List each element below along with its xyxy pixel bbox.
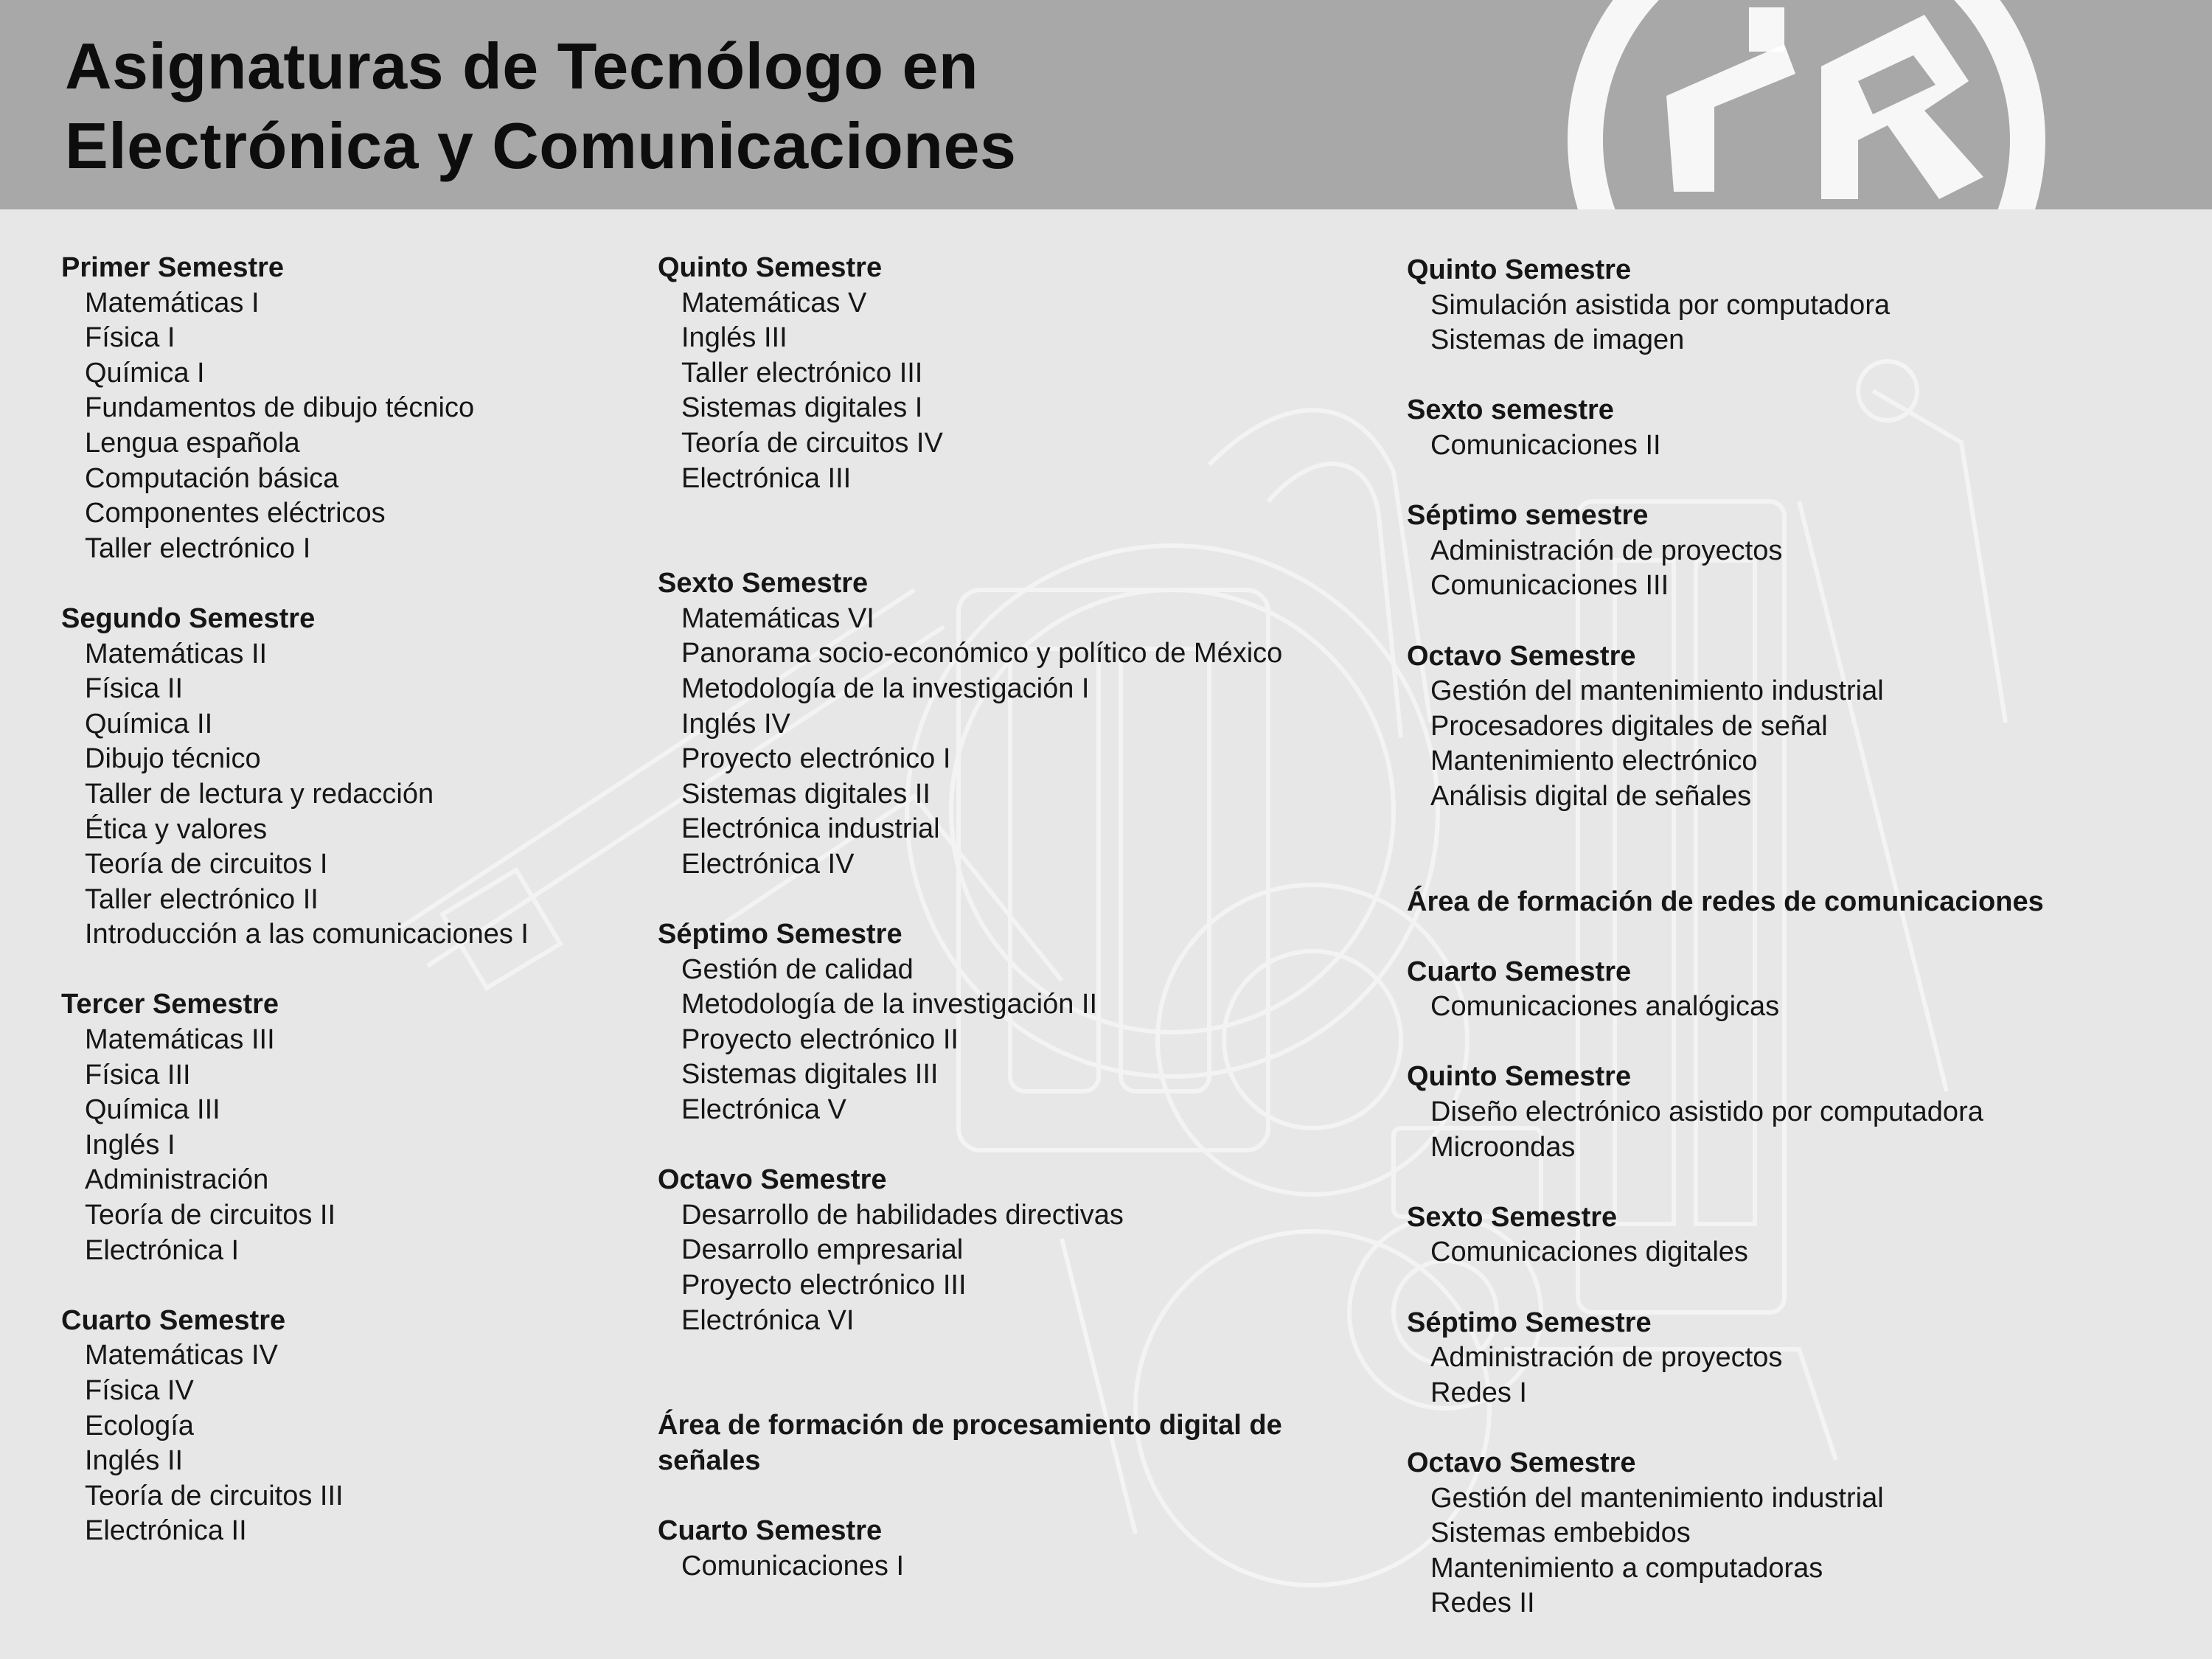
semester-section: [61, 251, 636, 566]
course-item: Lengua española: [85, 427, 300, 459]
course-item: Redes I: [1430, 1377, 1527, 1408]
semester-heading: Quinto Semestre: [1407, 1061, 1632, 1093]
page-header: [0, 0, 2212, 209]
course-item: Matemáticas V: [681, 287, 867, 319]
course-item: Comunicaciones digitales: [1430, 1237, 1748, 1268]
course-item: Física III: [85, 1059, 191, 1091]
semester-heading: Cuarto Semestre: [1407, 956, 1632, 987]
course-item: Ecología: [85, 1410, 194, 1441]
course-item: Administración: [85, 1164, 269, 1196]
course-item: Microondas: [1430, 1131, 1576, 1163]
semester-heading: Séptimo Semestre: [658, 919, 902, 950]
course-item: Sistemas embebidos: [1430, 1517, 1691, 1549]
course-item: Proyecto electrónico I: [681, 743, 951, 775]
area-heading-line-1: Área de formación de procesamiento digital de: [658, 1410, 1282, 1441]
course-item: Inglés IV: [681, 708, 790, 740]
course-item: Química III: [85, 1094, 220, 1126]
course-item: Metodología de la investigación II: [681, 989, 1098, 1020]
semester-heading: Quinto Semestre: [1407, 254, 1632, 285]
semester-section: [1407, 1306, 2188, 1411]
semester-section: [658, 1514, 1358, 1584]
course-item: Física II: [85, 673, 184, 705]
course-item: Sistemas digitales III: [681, 1059, 939, 1091]
title-line-2: Electrónica y Comunicaciones: [65, 109, 1017, 182]
course-item: Electrónica VI: [681, 1304, 855, 1336]
course-item: Diseño electrónico asistido por computadora: [1430, 1096, 1983, 1128]
title-line-1: Asignaturas de Tecnólogo en: [65, 29, 979, 102]
course-item: Mantenimiento electrónico: [1430, 745, 1758, 777]
course-item: Matemáticas IV: [85, 1340, 278, 1371]
course-item: Comunicaciones II: [1430, 429, 1661, 461]
course-item: Procesadores digitales de señal: [1430, 710, 1828, 742]
course-item: Proyecto electrónico II: [681, 1023, 959, 1055]
semester-section: [61, 602, 636, 953]
course-item: Electrónica industrial: [681, 813, 940, 845]
course-item: Proyecto electrónico III: [681, 1270, 967, 1301]
course-item: Matemáticas III: [85, 1024, 275, 1056]
course-item: Sistemas digitales I: [681, 392, 923, 424]
semester-section: [1407, 498, 2188, 604]
semester-section: [1407, 1446, 2188, 1621]
course-item: Simulación asistida por computadora: [1430, 289, 1891, 321]
course-item: Inglés I: [85, 1129, 175, 1161]
course-item: Mantenimiento a computadoras: [1430, 1552, 1823, 1584]
semester-heading: Primer Semestre: [61, 252, 285, 283]
semester-heading: Segundo Semestre: [61, 602, 316, 634]
semester-section: [658, 917, 1358, 1128]
course-item: Sistemas digitales II: [681, 778, 931, 810]
course-item: Teoría de circuitos III: [85, 1480, 344, 1512]
area-heading-line-2: señales: [658, 1444, 761, 1476]
institution-logo-icon: [1541, 0, 2057, 209]
semester-section: [1407, 1200, 2188, 1270]
course-item: Química II: [85, 708, 213, 740]
semester-section: [1407, 393, 2188, 463]
course-item: Taller electrónico I: [85, 532, 311, 564]
column-3: [1407, 253, 2188, 1657]
course-item: Teoría de circuitos II: [85, 1200, 336, 1231]
course-item: Introducción a las comunicaciones I: [85, 919, 529, 950]
course-item: Teoría de circuitos I: [85, 849, 328, 880]
semester-section: [1407, 955, 2188, 1025]
column-2: [658, 251, 1358, 1619]
semester-section: [61, 987, 636, 1268]
course-item: Administración de proyectos: [1430, 535, 1783, 566]
course-item: Gestión de calidad: [681, 953, 914, 985]
semester-heading: Sexto Semestre: [1407, 1201, 1618, 1233]
course-item: Taller de lectura y redacción: [85, 778, 434, 810]
course-item: Sistemas de imagen: [1430, 324, 1685, 356]
course-item: Electrónica IV: [681, 848, 855, 880]
semester-section: [1407, 1060, 2188, 1165]
semester-heading: Cuarto Semestre: [658, 1515, 883, 1546]
course-item: Redes II: [1430, 1587, 1535, 1619]
course-item: Comunicaciones analógicas: [1430, 991, 1780, 1023]
semester-heading: Cuarto Semestre: [61, 1304, 286, 1336]
course-item: Electrónica III: [681, 462, 852, 494]
semester-heading: Octavo Semestre: [1407, 1447, 1636, 1478]
page-title: [65, 27, 1016, 186]
course-item: Componentes eléctricos: [85, 498, 386, 529]
course-item: Análisis digital de señales: [1430, 780, 1752, 812]
course-item: Fundamentos de dibujo técnico: [85, 392, 475, 424]
course-item: Gestión del mantenimiento industrial: [1430, 1482, 1884, 1514]
semester-section: [1407, 253, 2188, 358]
area-heading: [658, 1408, 1358, 1478]
course-item: Electrónica II: [85, 1515, 247, 1547]
course-item: Inglés III: [681, 322, 787, 354]
course-item: Comunicaciones I: [681, 1550, 905, 1582]
course-item: Química I: [85, 357, 205, 389]
semester-section: [1407, 639, 2188, 815]
semester-section: [658, 1163, 1358, 1338]
semester-section: [61, 1304, 636, 1549]
course-item: Administración de proyectos: [1430, 1342, 1783, 1374]
course-item: Teoría de circuitos IV: [681, 427, 943, 459]
course-item: Electrónica I: [85, 1234, 240, 1266]
semester-section: [658, 566, 1358, 882]
semester-heading: Sexto Semestre: [658, 568, 869, 599]
course-item: Panorama socio-económico y político de México: [681, 638, 1283, 669]
course-item: Metodología de la investigación I: [681, 672, 1090, 704]
course-item: Física I: [85, 322, 175, 354]
course-item: Desarrollo empresarial: [681, 1234, 964, 1266]
course-item: Gestión del mantenimiento industrial: [1430, 675, 1884, 707]
semester-section: [658, 251, 1358, 496]
semester-heading: Octavo Semestre: [1407, 640, 1636, 672]
course-item: Inglés II: [85, 1445, 184, 1477]
course-item: Matemáticas VI: [681, 602, 874, 634]
semester-heading: Séptimo semestre: [1407, 500, 1649, 532]
course-item: Matemáticas I: [85, 287, 260, 319]
course-item: Taller electrónico III: [681, 357, 923, 389]
course-item: Comunicaciones III: [1430, 570, 1669, 602]
course-item: Electrónica V: [681, 1094, 846, 1126]
course-item: Ética y valores: [85, 813, 268, 845]
semester-heading: Octavo Semestre: [658, 1164, 887, 1196]
course-item: Desarrollo de habilidades directivas: [681, 1199, 1124, 1231]
column-1: [61, 251, 636, 1585]
semester-heading: Quinto Semestre: [658, 252, 883, 283]
course-item: Matemáticas II: [85, 638, 268, 669]
area-heading: Área de formación de redes de comunicaciones: [1407, 886, 2044, 917]
semester-heading: Sexto semestre: [1407, 394, 1614, 426]
course-item: Taller electrónico II: [85, 883, 319, 915]
semester-heading: Tercer Semestre: [61, 989, 279, 1020]
course-item: Dibujo técnico: [85, 743, 261, 775]
semester-heading: Séptimo Semestre: [1407, 1307, 1652, 1338]
course-item: Física IV: [85, 1375, 194, 1406]
course-item: Computación básica: [85, 462, 339, 494]
